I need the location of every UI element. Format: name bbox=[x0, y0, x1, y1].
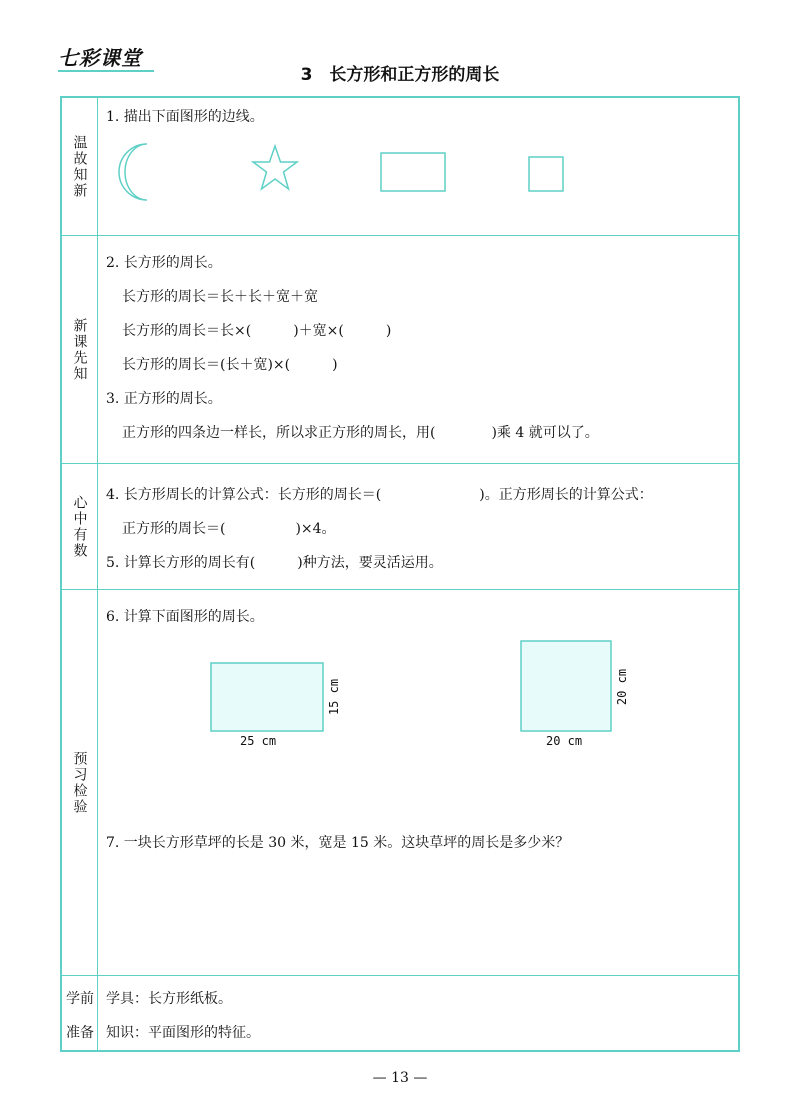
page-title: 3 长方形和正方形的周长 bbox=[300, 65, 500, 85]
question-2: 2. 长方形的周长。 bbox=[106, 255, 222, 271]
section-label-preview: 新课先知 bbox=[62, 236, 98, 463]
question-5[interactable]: 5. 计算长方形的周长有( )种方法，要灵活运用。 bbox=[106, 555, 443, 571]
question-3: 3. 正方形的周长。 bbox=[106, 391, 222, 407]
star-shape[interactable] bbox=[250, 144, 300, 192]
formula-2[interactable]: 长方形的周长＝长×( )＋宽×( ) bbox=[122, 323, 392, 339]
prep-knowledge: 知识：平面图形的特征。 bbox=[106, 1025, 260, 1041]
question-1: 1. 描出下面图形的边线。 bbox=[106, 109, 264, 125]
question-6: 6. 计算下面图形的周长。 bbox=[106, 609, 264, 625]
question-3-text[interactable]: 正方形的四条边一样长，所以求正方形的周长，用( )乘 4 就可以了。 bbox=[122, 425, 599, 441]
section-warmup bbox=[62, 98, 738, 236]
square-height-label: 20 cm bbox=[615, 668, 629, 706]
question-4b[interactable]: 正方形的周长＝( )×4。 bbox=[122, 521, 336, 537]
prep-tools: 学具：长方形纸板。 bbox=[106, 991, 232, 1007]
rectangle-shape[interactable] bbox=[380, 152, 446, 192]
section-prep bbox=[62, 976, 738, 1050]
question-7: 7. 一块长方形草坪的长是 30 米，宽是 15 米。这块草坪的周长是多少米？ bbox=[106, 835, 570, 851]
prep-label-top: 学前 bbox=[66, 991, 94, 1007]
rectangle-width-label: 25 cm bbox=[240, 734, 277, 748]
section-label-check: 预习检验 bbox=[62, 590, 98, 975]
rectangle-figure bbox=[210, 662, 350, 750]
moon-shape[interactable] bbox=[117, 140, 153, 204]
formula-1: 长方形的周长＝长＋长＋宽＋宽 bbox=[122, 289, 318, 305]
section-label-prep bbox=[62, 976, 98, 1050]
section-check bbox=[62, 590, 738, 976]
worksheet-frame bbox=[60, 96, 740, 1052]
page-number: — 13 — bbox=[372, 1070, 428, 1086]
square-width-label: 20 cm bbox=[546, 734, 583, 748]
section-label-mind: 心中有数 bbox=[62, 464, 98, 589]
section-preview bbox=[62, 236, 738, 464]
square-shape[interactable] bbox=[528, 156, 564, 192]
square-figure bbox=[520, 640, 640, 750]
brand-text: 七彩课堂 bbox=[58, 46, 142, 70]
question-4[interactable]: 4. 长方形周长的计算公式：长方形的周长＝( )。正方形周长的计算公式： bbox=[106, 487, 653, 503]
rectangle-height-label: 15 cm bbox=[327, 678, 341, 716]
prep-label-bottom: 准备 bbox=[66, 1025, 94, 1041]
section-mind bbox=[62, 464, 738, 590]
formula-3[interactable]: 长方形的周长＝(长＋宽)×( ) bbox=[122, 357, 338, 373]
section-label-warmup: 温故知新 bbox=[62, 98, 98, 235]
